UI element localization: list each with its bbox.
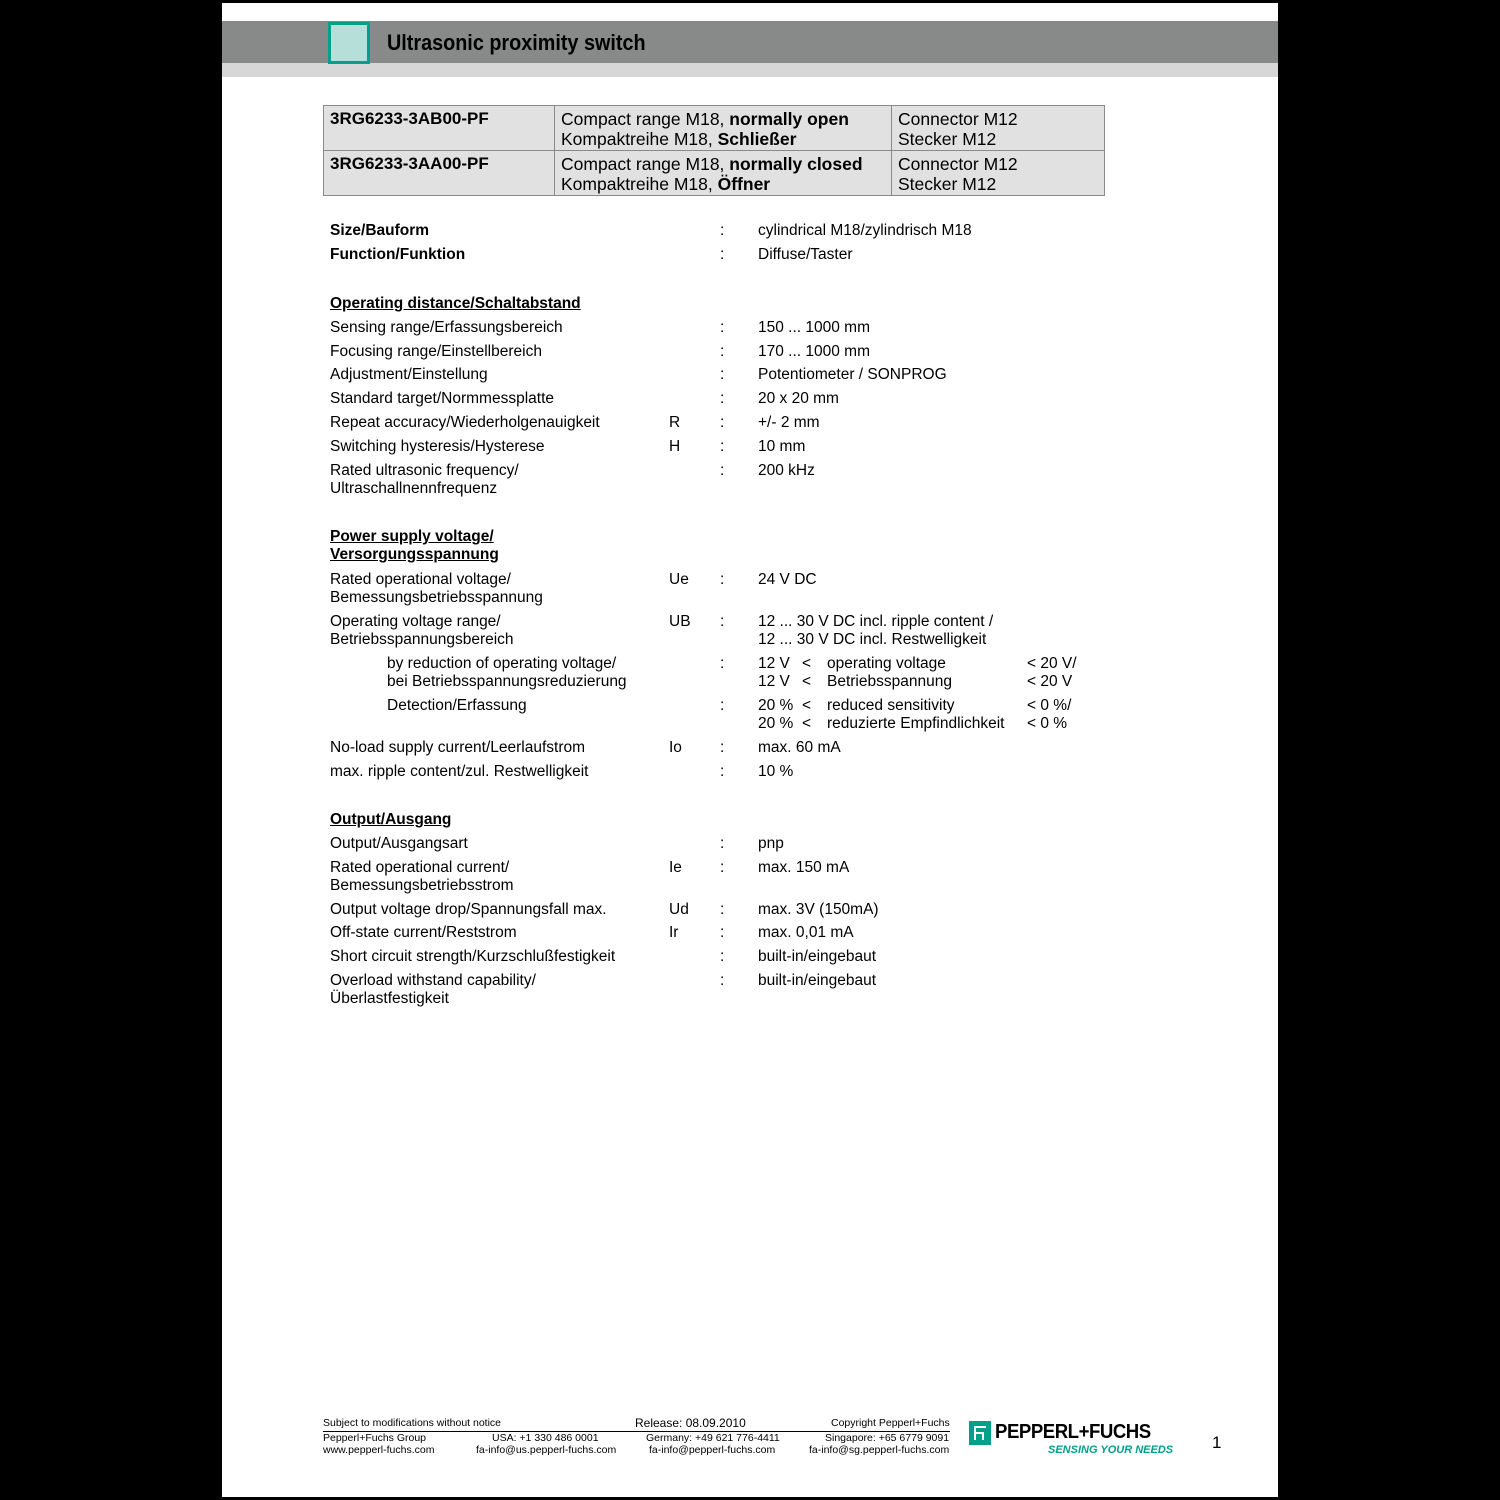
spec-symbol: Ir: [669, 924, 679, 941]
product-code: 3RG6233-3AB00-PF: [324, 106, 555, 151]
range-operator: <: [802, 673, 812, 690]
header-top-strip: [222, 3, 1278, 21]
spec-value: +/- 2 mm: [758, 414, 820, 431]
header-band: [222, 21, 1278, 63]
product-description: [555, 151, 892, 196]
range-high: < 20 V/: [1027, 655, 1077, 672]
spec-symbol: Ud: [669, 901, 689, 918]
spec-value: cylindrical M18/zylindrisch M18: [758, 222, 972, 239]
footer-release: Release: 08.09.2010: [635, 1416, 746, 1430]
desc-de-bold: Öffner: [717, 174, 771, 194]
label-line: Bemessungsbetriebsstrom: [330, 877, 514, 894]
header-bottom-strip: [222, 63, 1278, 77]
spec-colon: :: [720, 835, 725, 852]
spec-symbol: H: [669, 438, 681, 455]
value-line: 12 ... 30 V DC incl. Restwelligkeit: [758, 631, 987, 648]
spec-label: [330, 972, 536, 1008]
section-heading-operating-distance: Operating distance/Schaltabstand: [330, 295, 581, 312]
section-heading-output: Output/Ausgang: [330, 811, 452, 828]
product-table: [323, 105, 1105, 196]
spec-colon: :: [720, 948, 725, 965]
footer-germany-phone: Germany: +49 621 776-4411: [646, 1432, 780, 1444]
spec-value: Diffuse/Taster: [758, 246, 853, 263]
spec-colon: :: [720, 571, 725, 588]
header-square-icon: [328, 22, 370, 64]
heading-line: Versorgungsspannung: [330, 546, 499, 563]
spec-symbol: UB: [669, 613, 691, 630]
connector-de: Stecker M12: [898, 174, 997, 194]
spec-value: 24 V DC: [758, 571, 817, 588]
footer-singapore-mail[interactable]: fa-info@sg.pepperl-fuchs.com: [809, 1444, 950, 1456]
footer-germany-mail[interactable]: fa-info@pepperl-fuchs.com: [649, 1444, 776, 1456]
spec-value: built-in/eingebaut: [758, 948, 877, 965]
range-high: < 0 %: [1027, 715, 1068, 732]
spec-value: 10 mm: [758, 438, 806, 455]
connector-en: Connector M12: [898, 154, 1018, 174]
datasheet-page: [222, 3, 1278, 1497]
spec-colon: :: [720, 462, 725, 479]
brand-tagline: SENSING YOUR NEEDS: [1048, 1444, 1174, 1456]
spec-label: Switching hysteresis/Hysterese: [330, 438, 545, 455]
connector-de: Stecker M12: [898, 129, 997, 149]
spec-colon: :: [720, 438, 725, 455]
label-line: Rated operational voltage/: [330, 571, 511, 588]
range-low: 20 %: [758, 697, 794, 714]
spec-value: [758, 613, 993, 649]
footer-copyright: Copyright Pepperl+Fuchs: [831, 1417, 950, 1429]
product-code: 3RG6233-3AA00-PF: [324, 151, 555, 196]
spec-label: Short circuit strength/Kurzschlußfestigkeit: [330, 948, 616, 965]
range-low: 12 V: [758, 673, 790, 690]
footer-website[interactable]: www.pepperl-fuchs.com: [323, 1444, 435, 1456]
connector-en: Connector M12: [898, 109, 1018, 129]
spec-colon: :: [720, 924, 725, 941]
spec-value: Potentiometer / SONPROG: [758, 366, 947, 383]
footer-group: Pepperl+Fuchs Group: [323, 1432, 427, 1444]
spec-colon: :: [720, 859, 725, 876]
spec-symbol: Ue: [669, 571, 689, 588]
label-line: Bemessungsbetriebsspannung: [330, 589, 543, 606]
label-line: Operating voltage range/: [330, 613, 501, 630]
spec-colon: :: [720, 763, 725, 780]
range-high: < 0 %/: [1027, 697, 1072, 714]
spec-value: built-in/eingebaut: [758, 972, 877, 989]
spec-label: [330, 613, 514, 649]
label-line: Overload withstand capability/: [330, 972, 536, 989]
spec-value: max. 60 mA: [758, 739, 841, 756]
spec-colon: :: [720, 655, 725, 672]
spec-value: pnp: [758, 835, 784, 852]
spec-value: max. 150 mA: [758, 859, 850, 876]
label-line: Betriebsspannungsbereich: [330, 631, 514, 648]
spec-colon: :: [720, 366, 725, 383]
spec-symbol: Io: [669, 739, 682, 756]
desc-en-bold: normally closed: [729, 154, 863, 174]
spec-colon: :: [720, 697, 725, 714]
range-quantity: reduzierte Empfindlichkeit: [827, 715, 1005, 732]
spec-colon: :: [720, 343, 725, 360]
desc-en-text: Compact range M18,: [561, 109, 730, 129]
range-operator: <: [802, 697, 812, 714]
spec-colon: :: [720, 739, 725, 756]
footer-usa-mail[interactable]: fa-info@us.pepperl-fuchs.com: [476, 1444, 617, 1456]
footer-singapore-phone: Singapore: +65 6779 9091: [825, 1432, 950, 1444]
spec-value: 10 %: [758, 763, 794, 780]
spec-label: max. ripple content/zul. Restwelligkeit: [330, 763, 589, 780]
spec-value: max. 3V (150mA): [758, 901, 879, 918]
footer-notice: Subject to modifications without notice: [323, 1417, 502, 1429]
label-line: Überlastfestigkeit: [330, 990, 449, 1007]
spec-value: 20 x 20 mm: [758, 390, 839, 407]
range-operator: <: [802, 655, 812, 672]
range-low: 20 %: [758, 715, 794, 732]
spec-colon: :: [720, 613, 725, 630]
spec-label: Standard target/Normmessplatte: [330, 390, 554, 407]
page-title: Ultrasonic proximity switch: [387, 30, 646, 55]
spec-colon: :: [720, 901, 725, 918]
pepperl-fuchs-logo-icon: [969, 1421, 991, 1445]
spec-symbol: Ie: [669, 859, 682, 876]
desc-de-text: Kompaktreihe M18,: [561, 174, 718, 194]
spec-value: 200 kHz: [758, 462, 815, 479]
spec-label: [387, 655, 627, 691]
spec-label: Focusing range/Einstellbereich: [330, 343, 542, 360]
spec-label: Repeat accuracy/Wiederholgenauigkeit: [330, 414, 600, 431]
spec-label: No-load supply current/Leerlaufstrom: [330, 739, 586, 756]
page-number: 1: [1212, 1433, 1222, 1452]
product-description: [555, 106, 892, 151]
spec-value: 170 ... 1000 mm: [758, 343, 871, 360]
spec-label: [330, 571, 543, 607]
desc-en-text: Compact range M18,: [561, 154, 730, 174]
spec-colon: :: [720, 972, 725, 989]
range-high: < 20 V: [1027, 673, 1073, 690]
range-operator: <: [802, 715, 812, 732]
product-connector: [892, 151, 1105, 196]
spec-label: Output/Ausgangsart: [330, 835, 468, 852]
desc-de-bold: Schließer: [717, 129, 797, 149]
spec-value: max. 0,01 mA: [758, 924, 854, 941]
label-line: by reduction of operating voltage/: [387, 655, 617, 672]
spec-label: Output voltage drop/Spannungsfall max.: [330, 901, 607, 918]
spec-colon: :: [720, 222, 725, 239]
section-heading-power-supply: [330, 528, 499, 564]
product-row: [324, 106, 1105, 151]
label-line: Rated ultrasonic frequency/: [330, 462, 519, 479]
spec-colon: :: [720, 390, 725, 407]
spec-symbol: R: [669, 414, 681, 431]
spec-label: Adjustment/Einstellung: [330, 366, 488, 383]
footer-usa-phone: USA: +1 330 486 0001: [492, 1432, 599, 1444]
label-line: bei Betriebsspannungsreduzierung: [387, 673, 627, 690]
range-quantity: Betriebsspannung: [827, 673, 952, 690]
heading-line: Power supply voltage/: [330, 528, 494, 545]
product-row: [324, 151, 1105, 196]
range-quantity: operating voltage: [827, 655, 946, 672]
spec-label: [330, 462, 519, 498]
spec-label: Sensing range/Erfassungsbereich: [330, 319, 563, 336]
spec-colon: :: [720, 246, 725, 263]
label-line: Rated operational current/: [330, 859, 510, 876]
value-line: 12 ... 30 V DC incl. ripple content /: [758, 613, 994, 630]
spec-label: [330, 859, 514, 895]
brand-name: PEPPERL+FUCHS: [995, 1421, 1151, 1443]
spec-colon: :: [720, 319, 725, 336]
desc-de-text: Kompaktreihe M18,: [561, 129, 718, 149]
range-quantity: reduced sensitivity: [827, 697, 955, 714]
spec-label: Function/Funktion: [330, 246, 466, 263]
spec-colon: :: [720, 414, 725, 431]
range-low: 12 V: [758, 655, 790, 672]
spec-label: Size/Bauform: [330, 222, 430, 239]
spec-label: Off-state current/Reststrom: [330, 924, 517, 941]
label-line: Ultraschallnennfrequenz: [330, 480, 498, 497]
product-connector: [892, 106, 1105, 151]
spec-label: Detection/Erfassung: [387, 697, 527, 714]
desc-en-bold: normally open: [729, 109, 849, 129]
spec-value: 150 ... 1000 mm: [758, 319, 871, 336]
